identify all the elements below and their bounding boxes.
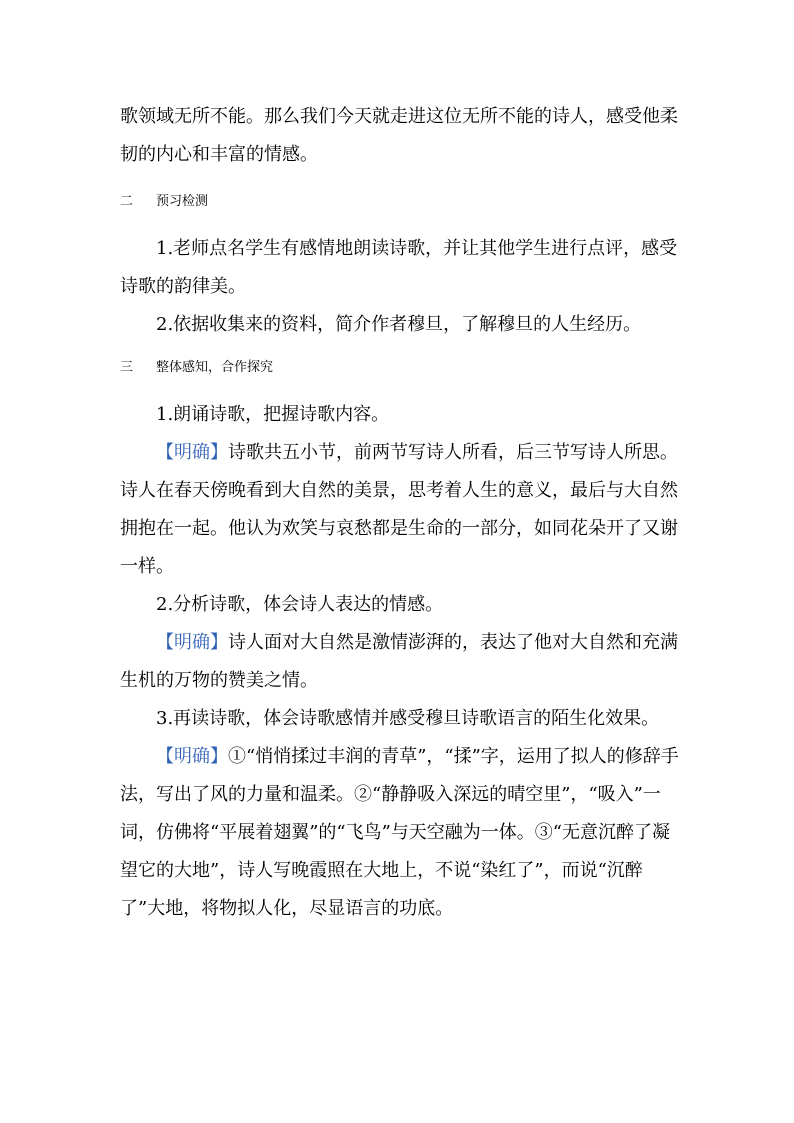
section-title: 预习检测 bbox=[156, 194, 209, 209]
question-3: 3.再读诗歌，体会诗歌感情并感受穆旦诗歌语言的陌生化效果。 bbox=[156, 708, 660, 729]
section-heading-preview bbox=[120, 192, 680, 212]
answer-tag: 【明确】 bbox=[156, 746, 228, 767]
answer-text: 诗歌共五小节，前两节写诗人所看，后三节写诗人所思。诗人在春天傍晚看到大自然的美景，思考着人生的意义，最后与大自然拥抱在一起。他认为欢笑与哀愁都是生命的一部分，如同花朵开了又谢一样。 bbox=[120, 442, 678, 577]
intro-paragraph: 歌领域无所不能。那么我们今天就走进这位无所不能的诗人，感受他柔韧的内心和丰富的情感。 bbox=[120, 106, 678, 165]
section-heading-explore bbox=[120, 358, 680, 378]
answer-tag: 【明确】 bbox=[156, 442, 228, 463]
section-number: 二 bbox=[120, 194, 134, 209]
answer-text: ①“悄悄揉过丰润的青草”，“揉”字，运用了拟人的修辞手法，写出了风的力量和温柔。②“静静吸入深远的晴空里”，“吸入”一词，仿佛将“平展着翅翼”的“飞鸟”与天空融为一体。③“无意沉醉了凝望它的大地”，诗人写晚霞照在大地上，不说“染红了”，而说“沉醉了”大地，将物拟人化，尽显语言的功底。 bbox=[120, 746, 679, 919]
document-body bbox=[120, 98, 680, 928]
section-title: 整体感知，合作探究 bbox=[156, 360, 274, 375]
answer-tag: 【明确】 bbox=[156, 632, 228, 653]
preview-item-2: 2.依据收集来的资料，简介作者穆旦，了解穆旦的人生经历。 bbox=[156, 314, 642, 335]
answer-3 bbox=[120, 738, 680, 928]
preview-item-1: 1.老师点名学生有感情地朗读诗歌，并让其他学生进行点评，感受诗歌的韵律美。 bbox=[120, 238, 678, 297]
answer-text: 诗人面对大自然是激情澎湃的，表达了他对大自然和充满生机的万物的赞美之情。 bbox=[120, 632, 678, 691]
question-2: 2.分析诗歌，体会诗人表达的情感。 bbox=[156, 594, 444, 615]
section-number: 三 bbox=[120, 360, 134, 375]
answer-1 bbox=[120, 434, 680, 586]
answer-2 bbox=[120, 624, 680, 700]
question-1: 1.朗诵诗歌，把握诗歌内容。 bbox=[156, 404, 390, 425]
